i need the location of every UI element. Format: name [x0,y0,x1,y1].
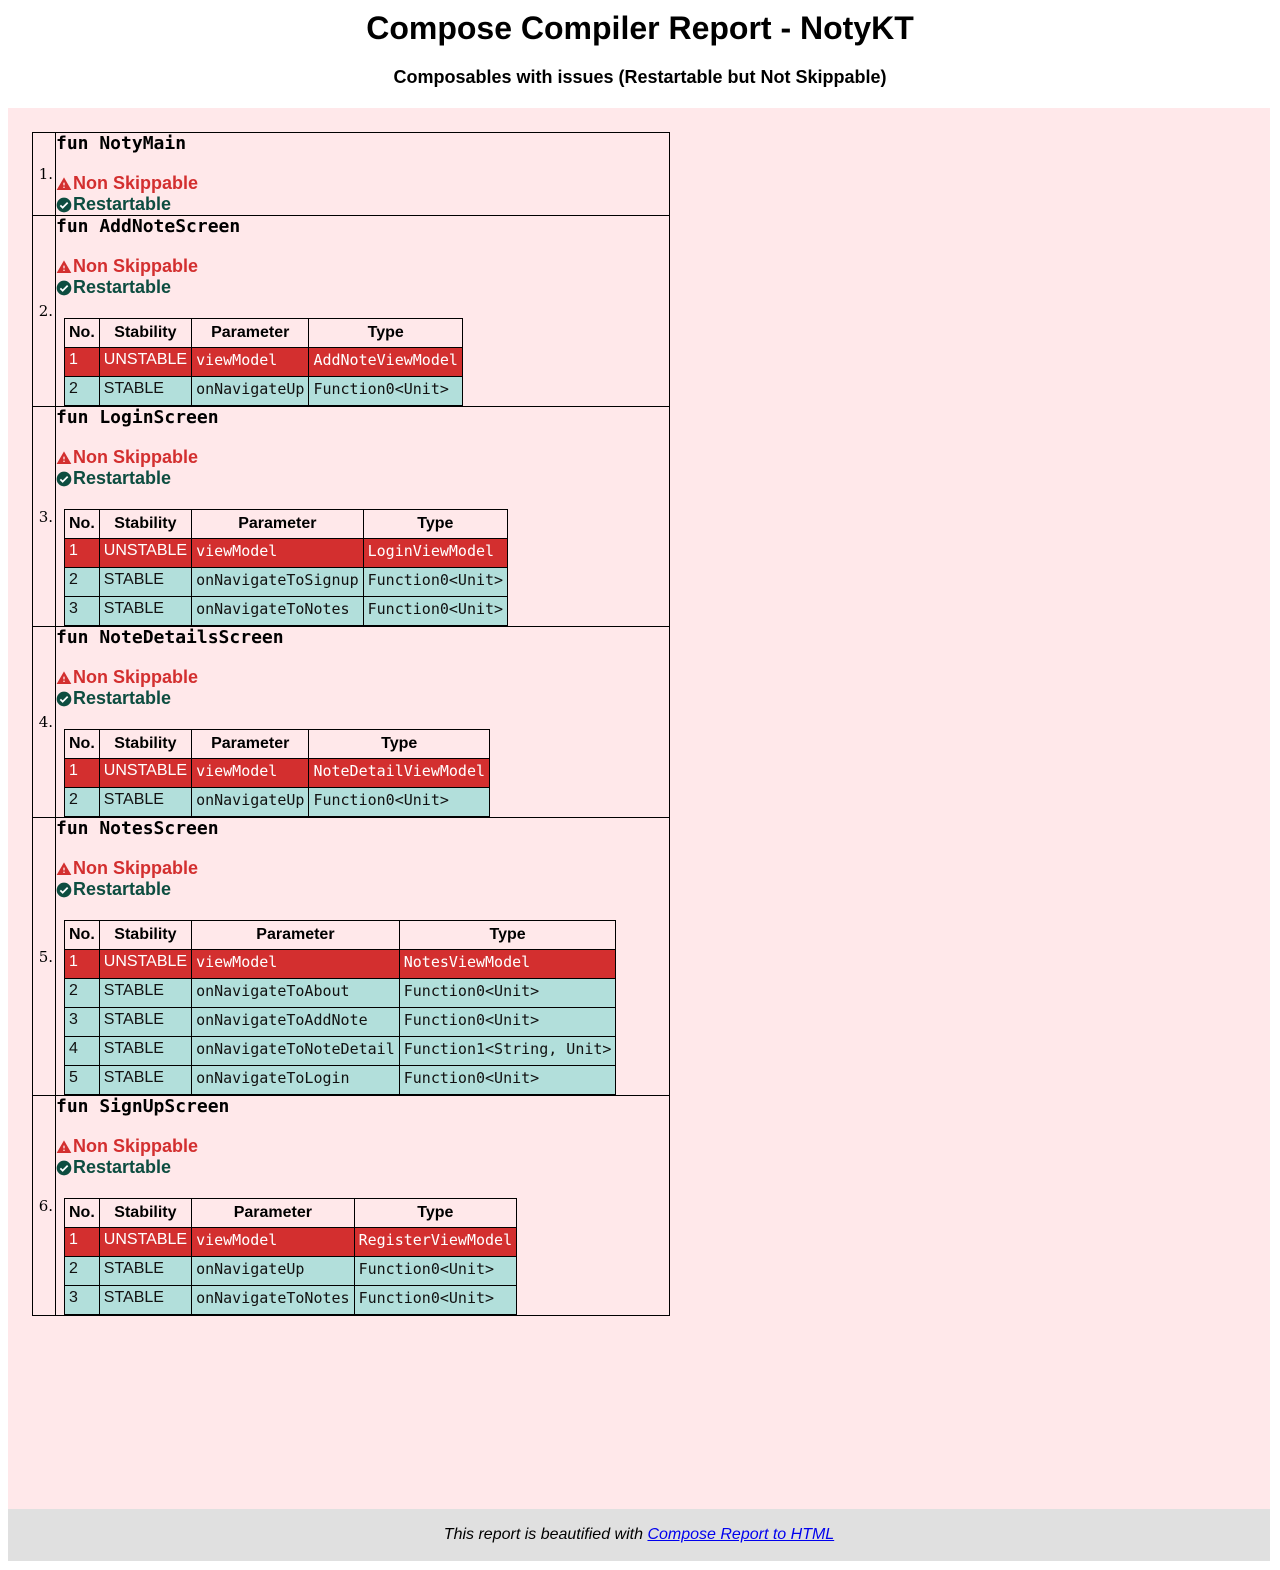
param-type: Function0<Unit> [399,1066,616,1095]
column-header-no: No. [65,319,100,348]
param-no: 2 [65,788,100,817]
check-circle-icon [56,280,72,296]
column-header-stability: Stability [99,510,191,539]
parameter-row [65,1257,517,1286]
non-skippable-label: Non Skippable [73,1136,199,1156]
param-stability: STABLE [99,597,191,626]
restartable-label: Restartable [73,879,172,899]
column-header-no: No. [65,730,100,759]
warning-icon [56,1139,72,1155]
composable-row [33,818,670,1096]
param-type: AddNoteViewModel [309,348,463,377]
param-parameter: viewModel [192,1228,355,1257]
param-type: Function0<Unit> [354,1286,517,1315]
non-skippable-label: Non Skippable [73,256,199,276]
parameters-table [64,920,616,1095]
param-stability: UNSTABLE [99,759,191,788]
warning-icon [56,450,72,466]
warning-icon [56,861,72,877]
column-header-type: Type [399,921,616,950]
param-no: 4 [65,1037,100,1066]
composable-cell [56,1096,670,1316]
column-header-type: Type [363,510,507,539]
param-parameter: onNavigateToSignup [192,568,364,597]
param-stability: STABLE [99,1037,191,1066]
param-parameter: onNavigateToNotes [192,1286,355,1315]
restartable-label: Restartable [73,194,172,214]
column-header-parameter: Parameter [192,510,364,539]
composable-index: 2. [33,216,56,407]
restartable-label: Restartable [73,277,172,297]
composable-cell [56,216,670,407]
param-stability: STABLE [99,1286,191,1315]
composable-row [33,627,670,818]
column-header-parameter: Parameter [192,1199,355,1228]
parameters-table [64,729,490,817]
restartable-flag [56,194,669,215]
parameter-row [65,759,490,788]
param-parameter: onNavigateToAddNote [192,1008,400,1037]
param-type: RegisterViewModel [354,1228,517,1257]
param-parameter: viewModel [192,539,364,568]
param-stability: UNSTABLE [99,950,191,979]
non-skippable-label: Non Skippable [73,667,199,687]
param-type: Function0<Unit> [399,979,616,1008]
param-stability: STABLE [99,1257,191,1286]
restartable-label: Restartable [73,1157,172,1177]
param-parameter: viewModel [192,950,400,979]
column-header-parameter: Parameter [192,730,309,759]
column-header-no: No. [65,921,100,950]
param-type: Function1<String, Unit> [399,1037,616,1066]
param-no: 3 [65,597,100,626]
restartable-flag [56,468,669,489]
param-no: 1 [65,950,100,979]
composables-table [32,132,670,1316]
parameters-header-row [65,921,616,950]
non-skippable-flag [56,256,669,277]
non-skippable-flag [56,173,669,194]
restartable-label: Restartable [73,688,172,708]
param-parameter: onNavigateToLogin [192,1066,400,1095]
parameters-header-row [65,510,508,539]
param-type: NotesViewModel [399,950,616,979]
non-skippable-flag [56,1136,669,1157]
report-area [8,108,1270,1509]
column-header-no: No. [65,1199,100,1228]
warning-icon [56,176,72,192]
parameter-row [65,597,508,626]
non-skippable-flag [56,858,669,879]
param-stability: STABLE [99,788,191,817]
parameter-row [65,377,463,406]
param-type: Function0<Unit> [309,377,463,406]
parameter-row [65,539,508,568]
composable-name: fun SignUpScreen [56,1096,230,1117]
composable-name: fun NoteDetailsScreen [56,627,284,648]
restartable-label: Restartable [73,468,172,488]
parameter-row [65,1008,616,1037]
composable-row [33,407,670,627]
parameter-row [65,788,490,817]
param-no: 2 [65,979,100,1008]
check-circle-icon [56,691,72,707]
param-parameter: onNavigateUp [192,788,309,817]
composable-cell [56,818,670,1096]
non-skippable-label: Non Skippable [73,173,199,193]
column-header-type: Type [309,730,490,759]
parameter-row [65,1066,616,1095]
composable-name: fun NotesScreen [56,818,219,839]
non-skippable-label: Non Skippable [73,858,199,878]
composable-cell [56,407,670,627]
page-title: Compose Compiler Report - NotyKT [366,10,914,46]
restartable-flag [56,688,669,709]
restartable-flag [56,1157,669,1178]
column-header-type: Type [354,1199,517,1228]
param-type: Function0<Unit> [354,1257,517,1286]
composable-row [33,216,670,407]
param-parameter: onNavigateToAbout [192,979,400,1008]
column-header-parameter: Parameter [192,319,309,348]
composable-index: 5. [33,818,56,1096]
parameters-table [64,318,463,406]
param-stability: UNSTABLE [99,539,191,568]
param-no: 3 [65,1286,100,1315]
check-circle-icon [56,197,72,213]
param-no: 1 [65,759,100,788]
column-header-stability: Stability [99,730,191,759]
param-parameter: onNavigateToNotes [192,597,364,626]
parameter-row [65,568,508,597]
restartable-flag [56,879,669,900]
parameters-table [64,509,508,626]
parameter-row [65,979,616,1008]
param-stability: UNSTABLE [99,1228,191,1257]
composable-index: 4. [33,627,56,818]
composable-row [33,1096,670,1316]
param-no: 1 [65,348,100,377]
parameters-header-row [65,319,463,348]
column-header-stability: Stability [99,921,191,950]
param-parameter: onNavigateUp [192,1257,355,1286]
column-header-type: Type [309,319,463,348]
parameters-header-row [65,730,490,759]
param-type: Function0<Unit> [399,1008,616,1037]
parameter-row [65,1037,616,1066]
check-circle-icon [56,471,72,487]
param-type: LoginViewModel [363,539,507,568]
composable-index: 6. [33,1096,56,1316]
parameters-header-row [65,1199,517,1228]
param-stability: UNSTABLE [99,348,191,377]
check-circle-icon [56,1160,72,1176]
param-type: NoteDetailViewModel [309,759,490,788]
composable-row [33,133,670,216]
param-stability: STABLE [99,1008,191,1037]
param-no: 5 [65,1066,100,1095]
param-no: 3 [65,1008,100,1037]
composable-index: 1. [33,133,56,216]
param-parameter: viewModel [192,759,309,788]
column-header-no: No. [65,510,100,539]
composable-name: fun NotyMain [56,133,187,154]
composable-name: fun LoginScreen [56,407,219,428]
restartable-flag [56,277,669,298]
non-skippable-flag [56,667,669,688]
parameter-row [65,950,616,979]
check-circle-icon [56,882,72,898]
footer [8,1509,1270,1561]
warning-icon [56,670,72,686]
param-type: Function0<Unit> [363,597,507,626]
page-subtitle: Composables with issues (Restartable but Not Skippable) [393,67,887,87]
param-stability: STABLE [99,979,191,1008]
param-no: 1 [65,1228,100,1257]
param-no: 2 [65,568,100,597]
param-type: Function0<Unit> [309,788,490,817]
composable-cell [56,627,670,818]
param-no: 2 [65,377,100,406]
footer-text: This report is beautified with [443,1526,648,1543]
compose-report-link[interactable]: Compose Report to HTML [647,1526,835,1543]
param-no: 2 [65,1257,100,1286]
parameter-row [65,1286,517,1315]
column-header-parameter: Parameter [192,921,400,950]
composable-index: 3. [33,407,56,627]
param-stability: STABLE [99,377,191,406]
composable-cell [56,133,670,216]
parameter-row [65,348,463,377]
param-stability: STABLE [99,1066,191,1095]
parameter-row [65,1228,517,1257]
param-parameter: onNavigateToNoteDetail [192,1037,400,1066]
param-parameter: viewModel [192,348,309,377]
column-header-stability: Stability [99,1199,191,1228]
param-no: 1 [65,539,100,568]
parameters-table [64,1198,517,1315]
param-parameter: onNavigateUp [192,377,309,406]
non-skippable-label: Non Skippable [73,447,199,467]
warning-icon [56,259,72,275]
non-skippable-flag [56,447,669,468]
composable-name: fun AddNoteScreen [56,216,241,237]
param-type: Function0<Unit> [363,568,507,597]
param-stability: STABLE [99,568,191,597]
column-header-stability: Stability [99,319,191,348]
